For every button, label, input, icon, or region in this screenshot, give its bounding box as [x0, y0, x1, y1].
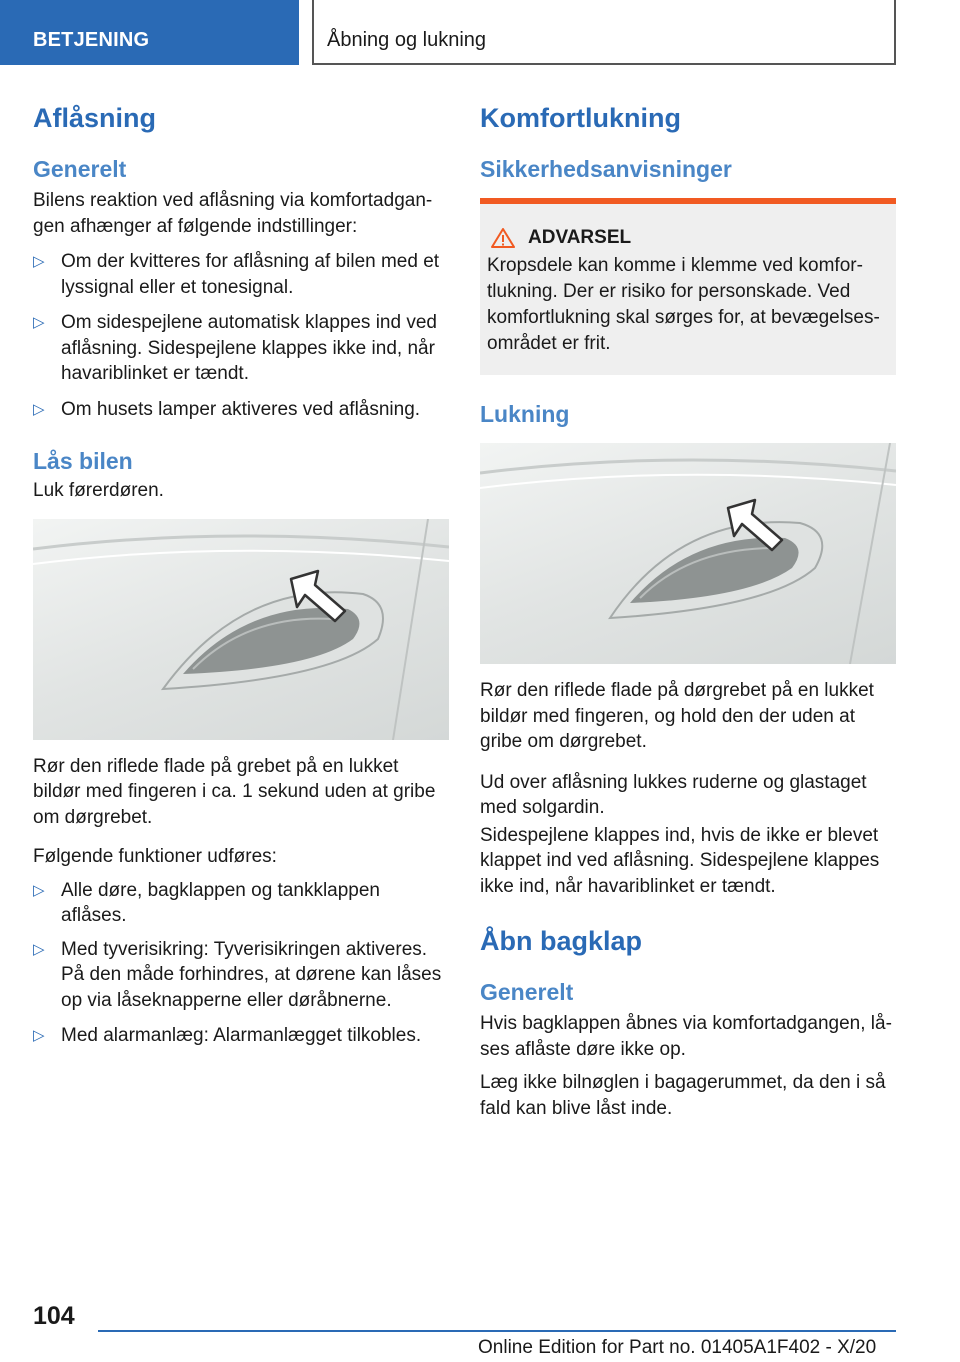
subheading-las-bilen: Lås bilen: [33, 448, 133, 474]
general-settings-list: [33, 249, 449, 422]
triangle-right-icon: ▷: [33, 940, 45, 958]
warning-title: ADVARSEL: [528, 227, 632, 248]
door-handle-illustration: [33, 519, 449, 740]
triangle-right-icon: ▷: [33, 1027, 45, 1044]
subheading-generelt-bagklap: Generelt: [480, 979, 574, 1005]
list-item: ▷ Med alarmanlæg: Alarmanlægget tilkobles.: [33, 1025, 422, 1046]
heading-abn-bagklap: Åbn bagklap: [480, 926, 643, 956]
warning-triangle-icon: [490, 227, 516, 249]
lock-functions-list: [33, 878, 449, 1049]
list-item: ▷ Om husets lamper aktiveres ved aflåsning.: [33, 398, 421, 420]
heading-komfortlukning: Komfortlukning: [480, 103, 681, 133]
footer-divider: [98, 1330, 896, 1332]
tailgate-text: Hvis bagklappen åbnes via komfortadgangen, lå-ses aflåste døre ikke op.: [480, 1013, 892, 1060]
door-handle-photo: [33, 519, 449, 740]
list-item: ▷ Om der kvitteres for aflåsning af bilen med et lyssignal eller et tonesignal.: [33, 251, 440, 298]
left-column: [33, 100, 449, 1049]
warning-text: Kropsdele kan komme i klemme ved komfor-tlukning. Der er risiko for personskade. Ved komfortlukning skal sørges for, at bevægelses-området er frit.: [487, 255, 880, 354]
triangle-right-icon: ▷: [33, 400, 45, 418]
warning-box: [480, 198, 896, 375]
door-handle-illustration: [480, 443, 896, 664]
header-chapter-title: Åbning og lukning: [327, 29, 487, 51]
subheading-generelt: Generelt: [33, 156, 127, 182]
triangle-right-icon: ▷: [33, 314, 45, 331]
functions-intro-text: Følgende funktioner udføres:: [33, 846, 277, 867]
right-column: [480, 100, 896, 1121]
subheading-sikkerhedsanvisninger: Sikkerhedsanvisninger: [480, 156, 732, 182]
closing-instruction-text: Rør den riflede flade på dørgrebet på en lukket bildør med fingeren, og hold den der uden at gribe om dørgrebet.: [480, 680, 874, 752]
list-item: ▷ Om sidespejlene automatisk klappes ind ved aflåsning. Sidespejlene klappes ikke ind, når havariblinket er tændt.: [33, 312, 437, 384]
tailgate-key-warning-text: Læg ikke bilnøglen i bagagerummet, da den i så fald kan blive låst inde.: [480, 1072, 886, 1119]
triangle-right-icon: ▷: [33, 253, 45, 270]
header-section-tab: [0, 0, 299, 65]
door-handle-photo: [480, 443, 896, 664]
heading-aflasning: Aflåsning: [33, 103, 157, 133]
warning-title-row: [487, 226, 888, 250]
touch-instruction-text: Rør den riflede flade på grebet på en lukket bildør med fingeren i ca. 1 sekund uden at gribe om dørgrebet.: [33, 755, 436, 828]
closing-windows-text: Ud over aflåsning lukkes ruderne og glastaget med solgardin.: [480, 771, 867, 818]
triangle-right-icon: ▷: [33, 881, 45, 899]
lock-instruction-text: Luk førerdøren.: [33, 480, 164, 501]
page-number: 104: [33, 1302, 75, 1330]
general-intro-text: Bilens reaktion ved aflåsning via komfortadgan-gen afhænger af følgende indstillinger:: [33, 190, 433, 237]
list-item: ▷ Alle døre, bagklappen og tankklappen aflåses.: [33, 879, 381, 926]
footer-edition-text: Online Edition for Part no. 01405A1F402 - X/20: [478, 1337, 877, 1358]
subheading-lukning: Lukning: [480, 401, 570, 427]
list-item: ▷ Med tyverisikring: Tyverisikringen aktiveres. På den måde forhindres, at dørene kan låses op via låseknapperne eller døråbnerne.: [33, 938, 442, 1011]
header-section-label: BETJENING: [33, 29, 150, 51]
closing-mirrors-text: Sidespejlene klappes ind, hvis de ikke er blevet klappet ind ved aflåsning. Sidespejlene klappes ikke ind, når havariblinket er tændt.: [480, 824, 880, 897]
header-title-box: [312, 0, 896, 65]
